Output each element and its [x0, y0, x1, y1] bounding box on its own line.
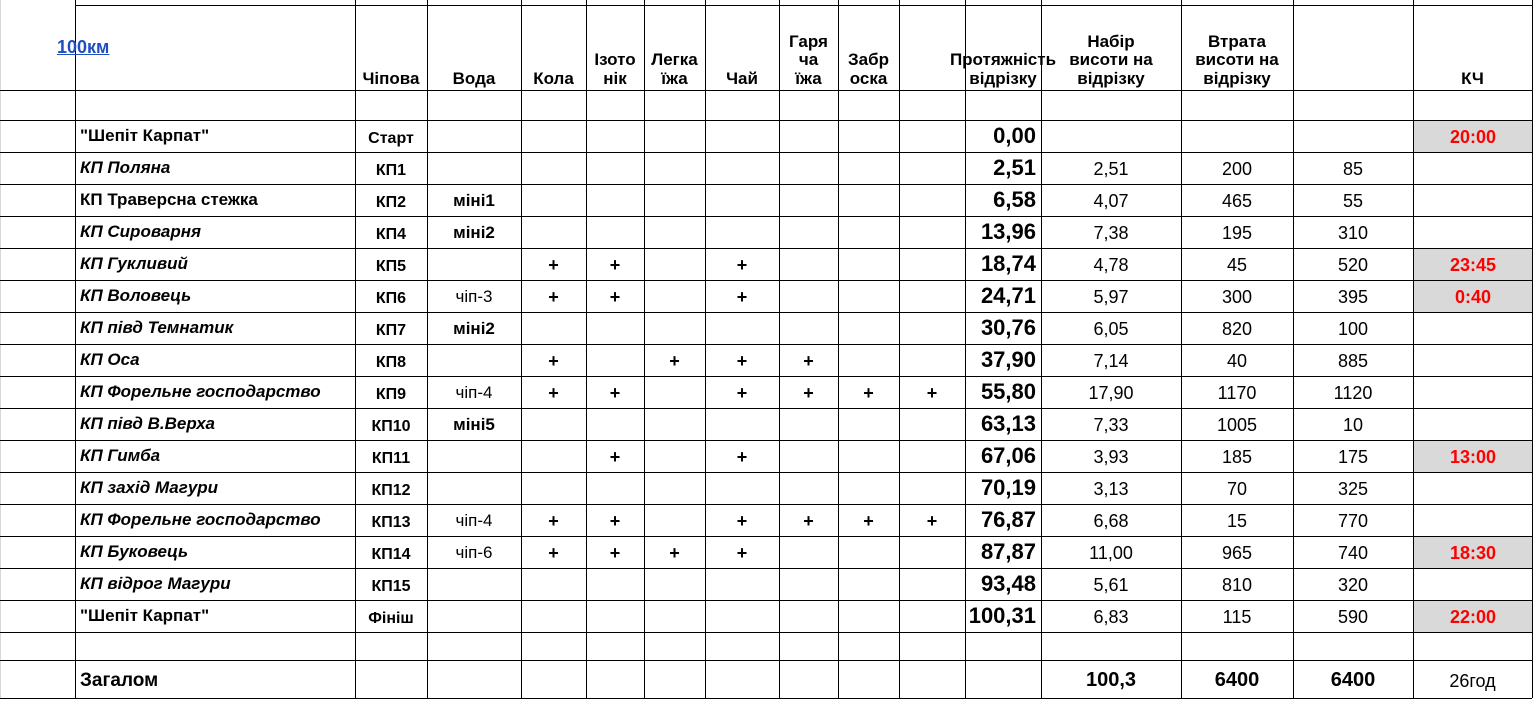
header-chip-line: Чіпова: [362, 68, 420, 88]
dropbag-cell[interactable]: [899, 120, 965, 152]
hot-food-cell[interactable]: [838, 536, 899, 568]
dropbag-cell[interactable]: [899, 152, 965, 184]
hot-food-cell[interactable]: [838, 152, 899, 184]
header-water[interactable]: [427, 0, 521, 90]
light-food-cell[interactable]: [705, 152, 779, 184]
dropbag-cell[interactable]: [899, 344, 965, 376]
distance-cell[interactable]: 24,71: [980, 283, 1036, 309]
checkpoint-code[interactable]: КП14: [371, 545, 411, 563]
dropbag-cell[interactable]: [899, 280, 965, 312]
checkpoint-code[interactable]: Фініш: [368, 609, 414, 627]
ascent-cell[interactable]: 965: [1221, 542, 1253, 563]
segment-length-cell[interactable]: 4,78: [1093, 254, 1129, 275]
cutoff-cell[interactable]: 13:00: [1414, 441, 1532, 472]
ascent-cell[interactable]: 300: [1221, 286, 1253, 307]
checkpoint-name[interactable]: КП Гимба: [80, 445, 161, 465]
segment-length-cell[interactable]: 2,51: [1093, 158, 1129, 179]
row-border: [0, 90, 1532, 91]
hot-food-cell[interactable]: [838, 184, 899, 216]
totals-descent[interactable]: 6400: [1330, 669, 1376, 692]
cola-cell[interactable]: [586, 600, 644, 632]
segment-length-cell[interactable]: 6,83: [1093, 606, 1129, 627]
chip-cell[interactable]: [427, 472, 521, 504]
chip-cell[interactable]: міні2: [453, 319, 495, 339]
hot-food-cell[interactable]: [838, 280, 899, 312]
dropbag-cell[interactable]: +: [926, 510, 938, 531]
cola-cell[interactable]: +: [609, 510, 621, 531]
checkpoint-name[interactable]: КП відрог Магури: [80, 573, 231, 593]
segment-length-cell[interactable]: [1041, 120, 1181, 152]
cola-cell[interactable]: [586, 344, 644, 376]
row-border: [0, 698, 1532, 699]
descent-cell[interactable]: 55: [1342, 190, 1364, 211]
checkpoint-code[interactable]: КП5: [375, 257, 407, 275]
segment-length-cell[interactable]: 7,33: [1093, 414, 1129, 435]
light-food-cell[interactable]: [705, 472, 779, 504]
ascent-cell[interactable]: 45: [1226, 254, 1248, 275]
hot-food-cell[interactable]: +: [863, 382, 874, 403]
light-food-cell[interactable]: [705, 312, 779, 344]
cutoff-cell[interactable]: 20:00: [1414, 121, 1532, 152]
chip-cell[interactable]: чіп-6: [455, 543, 493, 563]
water-cell[interactable]: [521, 120, 586, 152]
iso-cell[interactable]: [644, 312, 705, 344]
checkpoint-name[interactable]: "Шепіт Карпат": [80, 605, 210, 625]
checkpoint-name[interactable]: КП Форельне господарство: [80, 381, 321, 401]
tea-cell[interactable]: [779, 600, 838, 632]
cutoff-cell[interactable]: 0:40: [1414, 281, 1532, 312]
iso-cell[interactable]: [644, 504, 705, 536]
water-cell[interactable]: [521, 152, 586, 184]
descent-cell[interactable]: 740: [1337, 542, 1369, 563]
chip-cell[interactable]: [427, 440, 521, 472]
iso-cell[interactable]: [644, 184, 705, 216]
cutoff-cell[interactable]: 22:00: [1414, 601, 1532, 632]
light-food-cell[interactable]: +: [736, 510, 748, 531]
ascent-cell[interactable]: 1005: [1216, 414, 1258, 435]
tea-cell[interactable]: +: [803, 510, 814, 531]
hot-food-cell[interactable]: [838, 568, 899, 600]
chip-cell[interactable]: чіп-3: [455, 287, 493, 307]
tea-cell[interactable]: [779, 472, 838, 504]
checkpoint-code[interactable]: КП12: [371, 481, 411, 499]
header-isotonic[interactable]: [586, 0, 644, 90]
ascent-cell[interactable]: 70: [1226, 478, 1248, 499]
descent-cell[interactable]: 10: [1342, 414, 1364, 435]
light-food-cell[interactable]: +: [736, 382, 748, 403]
hot-food-cell[interactable]: [838, 248, 899, 280]
header-light-food-line: їжа: [661, 68, 688, 88]
hot-food-cell[interactable]: [838, 312, 899, 344]
cola-cell[interactable]: +: [609, 542, 621, 563]
row-border: [0, 632, 1532, 633]
segment-length-cell[interactable]: 7,38: [1093, 222, 1129, 243]
checkpoint-name[interactable]: КП Форельне господарство: [80, 509, 321, 529]
light-food-cell[interactable]: +: [736, 254, 748, 275]
ascent-cell[interactable]: 465: [1221, 190, 1253, 211]
cutoff-cell[interactable]: [1414, 153, 1532, 184]
water-cell[interactable]: [521, 472, 586, 504]
checkpoint-code[interactable]: КП7: [375, 321, 407, 339]
ascent-cell[interactable]: 1170: [1217, 382, 1257, 403]
light-food-cell[interactable]: [705, 568, 779, 600]
checkpoint-name[interactable]: "Шепіт Карпат": [80, 125, 210, 145]
cutoff-cell[interactable]: [1414, 569, 1532, 600]
water-cell[interactable]: [521, 568, 586, 600]
totals-label[interactable]: Загалом: [80, 669, 159, 691]
tea-cell[interactable]: [779, 536, 838, 568]
header-dropbag[interactable]: [838, 0, 899, 90]
segment-length-cell[interactable]: 4,07: [1093, 190, 1129, 211]
segment-length-cell[interactable]: 17,90: [1088, 382, 1134, 403]
hot-food-cell[interactable]: [838, 440, 899, 472]
hot-food-cell[interactable]: [838, 472, 899, 504]
water-cell[interactable]: [521, 184, 586, 216]
distance-cell[interactable]: 76,87: [980, 507, 1036, 533]
water-cell[interactable]: [521, 216, 586, 248]
segment-length-cell[interactable]: 5,97: [1093, 286, 1129, 307]
cutoff-cell[interactable]: [1414, 217, 1532, 248]
totals-length[interactable]: 100,3: [1085, 669, 1137, 692]
descent-cell[interactable]: 395: [1337, 286, 1369, 307]
cutoff-cell[interactable]: [1414, 345, 1532, 376]
header-chip[interactable]: [355, 0, 427, 90]
distance-cell[interactable]: 30,76: [980, 315, 1036, 341]
header-ascent-line: Набір: [1087, 31, 1135, 51]
checkpoint-name[interactable]: КП Оса: [80, 349, 140, 369]
cola-cell[interactable]: +: [609, 286, 621, 307]
tea-cell[interactable]: [779, 216, 838, 248]
header-descent-line: висоти на: [1195, 50, 1279, 70]
cola-cell[interactable]: [586, 120, 644, 152]
iso-cell[interactable]: [644, 600, 705, 632]
cutoff-cell[interactable]: 23:45: [1414, 249, 1532, 280]
distance-cell[interactable]: 93,48: [980, 571, 1036, 597]
iso-cell[interactable]: [644, 440, 705, 472]
checkpoint-name[interactable]: КП півд Темнатик: [80, 317, 234, 337]
totals-ascent[interactable]: 6400: [1214, 669, 1260, 692]
dropbag-cell[interactable]: +: [926, 382, 938, 403]
cola-cell[interactable]: +: [609, 254, 621, 275]
chip-cell[interactable]: [427, 600, 521, 632]
hot-food-cell[interactable]: [838, 120, 899, 152]
cutoff-cell[interactable]: [1414, 377, 1532, 408]
tea-cell[interactable]: [779, 440, 838, 472]
checkpoint-code[interactable]: КП10: [371, 417, 411, 435]
light-food-cell[interactable]: +: [736, 350, 748, 371]
water-cell[interactable]: +: [548, 350, 559, 371]
ascent-cell[interactable]: 185: [1221, 446, 1253, 467]
tea-cell[interactable]: [779, 408, 838, 440]
hot-food-cell[interactable]: +: [863, 510, 874, 531]
segment-length-cell[interactable]: 6,05: [1093, 318, 1129, 339]
checkpoint-code[interactable]: КП6: [375, 289, 407, 307]
checkpoint-code[interactable]: КП13: [371, 513, 411, 531]
distance-cell[interactable]: 2,51: [993, 155, 1036, 181]
tea-cell[interactable]: [779, 248, 838, 280]
header-descent-line: відрізку: [1203, 68, 1271, 88]
header-hot-food-line: їжа: [795, 68, 822, 88]
descent-cell[interactable]: 770: [1337, 510, 1369, 531]
header-dropbag-line: оска: [849, 68, 888, 88]
header-dropbag-line: Забр: [848, 50, 889, 70]
distance-cell[interactable]: 67,06: [980, 443, 1036, 469]
ascent-cell[interactable]: [1181, 120, 1293, 152]
dropbag-cell[interactable]: [899, 600, 965, 632]
cola-cell[interactable]: +: [609, 446, 621, 467]
light-food-cell[interactable]: [705, 408, 779, 440]
ascent-cell[interactable]: 115: [1222, 606, 1252, 627]
checkpoint-name[interactable]: КП Воловець: [80, 285, 192, 305]
hot-food-cell[interactable]: [838, 408, 899, 440]
tea-cell[interactable]: [779, 184, 838, 216]
distance-cell[interactable]: 100,31: [968, 603, 1036, 629]
water-cell[interactable]: [521, 440, 586, 472]
chip-cell[interactable]: міні1: [453, 191, 495, 211]
hot-food-cell[interactable]: [838, 600, 899, 632]
checkpoint-name[interactable]: КП захід Магури: [80, 477, 219, 497]
ascent-cell[interactable]: 820: [1221, 318, 1253, 339]
descent-cell[interactable]: 520: [1337, 254, 1369, 275]
cola-cell[interactable]: [586, 216, 644, 248]
chip-cell[interactable]: [427, 344, 521, 376]
checkpoint-code[interactable]: КП1: [375, 161, 407, 179]
ascent-cell[interactable]: 40: [1226, 350, 1248, 371]
header-segment-length-line: Протяжність: [949, 50, 1057, 70]
descent-cell[interactable]: 100: [1337, 318, 1369, 339]
descent-cell[interactable]: 85: [1342, 158, 1364, 179]
iso-cell[interactable]: [644, 216, 705, 248]
light-food-cell[interactable]: [705, 120, 779, 152]
ascent-cell[interactable]: 200: [1221, 158, 1253, 179]
chip-cell[interactable]: чіп-4: [455, 511, 493, 531]
header-ascent[interactable]: [1041, 0, 1181, 90]
header-hot-food-line: Гаря: [789, 31, 828, 51]
segment-length-cell[interactable]: 6,68: [1093, 510, 1129, 531]
checkpoint-name[interactable]: КП Гукливий: [80, 253, 188, 273]
cutoff-cell[interactable]: [1414, 409, 1532, 440]
header-segment-length-line: відрізку: [969, 68, 1037, 88]
descent-cell[interactable]: 885: [1337, 350, 1369, 371]
distance-cell[interactable]: 55,80: [980, 379, 1036, 405]
checkpoint-code[interactable]: Старт: [368, 129, 414, 147]
hot-food-cell[interactable]: [838, 216, 899, 248]
cutoff-cell[interactable]: [1414, 473, 1532, 504]
water-cell[interactable]: +: [548, 286, 559, 307]
chip-cell[interactable]: міні2: [453, 223, 495, 243]
header-isotonic-line: нік: [603, 68, 627, 88]
checkpoint-name[interactable]: КП Поляна: [80, 157, 171, 177]
water-cell[interactable]: +: [548, 254, 559, 275]
checkpoint-code[interactable]: КП15: [371, 577, 411, 595]
ascent-cell[interactable]: 195: [1221, 222, 1253, 243]
hot-food-cell[interactable]: [838, 344, 899, 376]
light-food-cell[interactable]: +: [736, 542, 748, 563]
cola-cell[interactable]: [586, 312, 644, 344]
checkpoint-name[interactable]: КП Траверсна стежка: [80, 189, 258, 209]
checkpoint-name[interactable]: КП Сироварня: [80, 221, 201, 241]
checkpoint-name[interactable]: КП Буковець: [80, 541, 189, 561]
distance-cell[interactable]: 70,19: [980, 475, 1036, 501]
cutoff-cell[interactable]: [1414, 185, 1532, 216]
cola-cell[interactable]: +: [609, 382, 621, 403]
tea-cell[interactable]: [779, 312, 838, 344]
iso-cell[interactable]: [644, 568, 705, 600]
dropbag-cell[interactable]: [899, 184, 965, 216]
chip-cell[interactable]: [427, 568, 521, 600]
header-cutoff-line: КЧ: [1461, 68, 1484, 88]
water-cell[interactable]: [521, 408, 586, 440]
dropbag-cell[interactable]: [899, 216, 965, 248]
checkpoint-code[interactable]: КП2: [375, 193, 407, 211]
cola-cell[interactable]: [586, 184, 644, 216]
cola-cell[interactable]: [586, 152, 644, 184]
header-light-food[interactable]: [644, 0, 705, 90]
ascent-cell[interactable]: 810: [1221, 574, 1253, 595]
checkpoint-code[interactable]: КП11: [371, 449, 411, 467]
chip-cell[interactable]: [427, 248, 521, 280]
iso-cell[interactable]: [644, 280, 705, 312]
totals-time[interactable]: 26год: [1449, 671, 1496, 692]
iso-cell[interactable]: [644, 408, 705, 440]
header-tea-line: Чай: [726, 68, 758, 88]
light-food-cell[interactable]: [705, 216, 779, 248]
light-food-cell[interactable]: +: [736, 446, 748, 467]
header-tea[interactable]: [705, 0, 779, 90]
iso-cell[interactable]: [644, 120, 705, 152]
cola-cell[interactable]: [586, 568, 644, 600]
dropbag-cell[interactable]: [899, 248, 965, 280]
tea-cell[interactable]: [779, 280, 838, 312]
cutoff-cell[interactable]: [1414, 505, 1532, 536]
segment-length-cell[interactable]: 3,13: [1093, 478, 1129, 499]
chip-cell[interactable]: чіп-4: [455, 383, 493, 403]
header-ascent-line: відрізку: [1077, 68, 1145, 88]
chip-cell[interactable]: міні5: [453, 415, 495, 435]
water-cell[interactable]: +: [548, 510, 559, 531]
header-hot-food[interactable]: [779, 0, 838, 90]
cola-cell[interactable]: [586, 408, 644, 440]
column-border: [1532, 0, 1533, 698]
chip-cell[interactable]: [427, 120, 521, 152]
checkpoint-name[interactable]: КП півд В.Верха: [80, 413, 215, 433]
descent-cell[interactable]: 175: [1337, 446, 1369, 467]
water-cell[interactable]: +: [548, 382, 559, 403]
segment-length-cell[interactable]: 11,00: [1089, 542, 1133, 563]
distance-cell[interactable]: 63,13: [980, 411, 1036, 437]
header-cola-line: Кола: [533, 68, 574, 88]
distance-cell[interactable]: 13,96: [980, 219, 1036, 245]
segment-length-cell[interactable]: 7,14: [1093, 350, 1129, 371]
distance-cell[interactable]: 37,90: [980, 347, 1036, 373]
header-light-food-line: Легка: [651, 50, 698, 70]
header-cutoff[interactable]: [1413, 0, 1532, 90]
dropbag-cell[interactable]: [899, 408, 965, 440]
cola-cell[interactable]: [586, 472, 644, 504]
iso-cell[interactable]: +: [669, 542, 680, 563]
iso-cell[interactable]: [644, 248, 705, 280]
header-cola[interactable]: [521, 0, 586, 90]
dropbag-cell[interactable]: [899, 472, 965, 504]
dropbag-cell[interactable]: [899, 312, 965, 344]
distance-cell[interactable]: 87,87: [980, 539, 1036, 565]
distance-cell[interactable]: 6,58: [993, 187, 1036, 213]
header-descent[interactable]: [1181, 0, 1293, 90]
iso-cell[interactable]: [644, 472, 705, 504]
iso-cell[interactable]: [644, 376, 705, 408]
chip-cell[interactable]: [427, 152, 521, 184]
checkpoint-code[interactable]: КП4: [375, 225, 407, 243]
descent-cell[interactable]: 1120: [1333, 382, 1373, 403]
ascent-cell[interactable]: 15: [1226, 510, 1248, 531]
header-segment-length[interactable]: [949, 0, 1057, 90]
dropbag-cell[interactable]: [899, 568, 965, 600]
water-cell[interactable]: [521, 600, 586, 632]
light-food-cell[interactable]: [705, 600, 779, 632]
dropbag-cell[interactable]: [899, 536, 965, 568]
cutoff-cell[interactable]: 18:30: [1414, 537, 1532, 568]
distance-cell[interactable]: 18,74: [980, 251, 1036, 277]
header-isotonic-line: Ізото: [594, 50, 636, 70]
tea-cell[interactable]: [779, 152, 838, 184]
distance-cell[interactable]: 0,00: [993, 123, 1036, 149]
tea-cell[interactable]: +: [803, 350, 814, 371]
cutoff-cell[interactable]: [1414, 313, 1532, 344]
tea-cell[interactable]: [779, 120, 838, 152]
descent-cell[interactable]: 320: [1337, 574, 1369, 595]
dropbag-cell[interactable]: [899, 440, 965, 472]
iso-cell[interactable]: [644, 152, 705, 184]
iso-cell[interactable]: +: [669, 350, 680, 371]
light-food-cell[interactable]: [705, 184, 779, 216]
header-ascent-line: висоти на: [1069, 50, 1153, 70]
descent-cell[interactable]: 325: [1337, 478, 1369, 499]
water-cell[interactable]: +: [548, 542, 559, 563]
distance-link[interactable]: 100км: [57, 37, 110, 57]
segment-length-cell[interactable]: 5,61: [1093, 574, 1129, 595]
tea-cell[interactable]: +: [803, 382, 814, 403]
header-hot-food-line: ча: [798, 50, 819, 70]
descent-cell[interactable]: [1293, 120, 1413, 152]
checkpoint-code[interactable]: КП9: [375, 385, 407, 403]
tea-cell[interactable]: [779, 568, 838, 600]
light-food-cell[interactable]: +: [736, 286, 748, 307]
descent-cell[interactable]: 590: [1337, 606, 1369, 627]
header-water-line: Вода: [452, 68, 496, 88]
water-cell[interactable]: [521, 312, 586, 344]
checkpoint-code[interactable]: КП8: [375, 353, 407, 371]
descent-cell[interactable]: 310: [1337, 222, 1369, 243]
header-descent-line: Втрата: [1208, 31, 1266, 51]
segment-length-cell[interactable]: 3,93: [1093, 446, 1129, 467]
